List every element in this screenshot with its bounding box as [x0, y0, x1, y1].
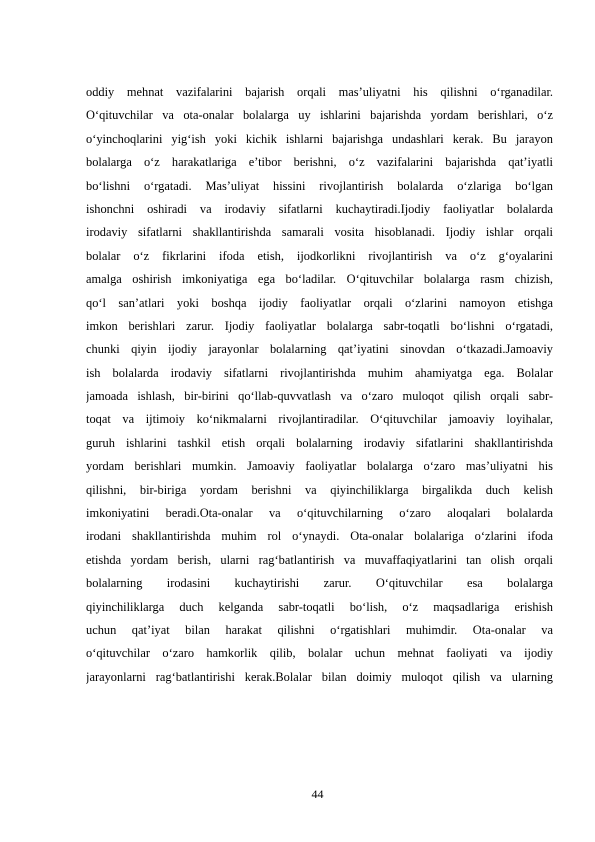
text-line: irodani shakllantirishda muhim rol o‘ynaydi. Ota-onalar bolalariga o‘zlarini ifoda [86, 529, 553, 544]
text-line: o‘yinchoqlarini yig‘ish yoki kichik ishlarni bajarishga undashlari kerak. Bu jarayon [86, 131, 553, 146]
text-line: bo‘lishni o‘rgatadi. Mas’uliyat hissini rivojlantirish bolalarda o‘zlariga bo‘lgan [86, 178, 553, 193]
text-line: bolalar o‘z fikrlarini ifoda etish, ijodkorlikni rivojlantirish va o‘z g‘oyalarini [86, 248, 553, 263]
text-line: chunki qiyin ijodiy jarayonlar bolalarning qat’iyatini sinovdan o‘tkazadi.Jamoaviy [86, 342, 553, 357]
body-paragraph [86, 81, 553, 689]
text-line: irodaviy sifatlarni shakllantirishda samarali vosita hisoblanadi. Ijodiy ishlar orqali [86, 225, 553, 240]
text-line: toqat va ijtimoiy ko‘nikmalarni rivojlantiradilar. O‘qituvchilar jamoaviy loyihalar, [86, 412, 553, 427]
text-line: ishonchni oshiradi va irodaviy sifatlarni kuchaytiradi.Ijodiy faoliyatlar bolalarda [86, 201, 553, 216]
text-line: bolalarning irodasini kuchaytirishi zarur. O‘qituvchilar esa bolalarga [86, 576, 553, 591]
text-line: O‘qituvchilar va ota-onalar bolalarga uy ishlarini bajarishda yordam berishlari, o‘z [86, 108, 553, 123]
text-line: qo‘l san’atlari yoki boshqa ijodiy faoliyatlar orqali o‘zlarini namoyon etishga [86, 295, 553, 310]
text-line: o‘qituvchilar o‘zaro hamkorlik qilib, bolalar uchun mehnat faoliyati va ijodiy [86, 646, 553, 661]
text-line: guruh ishlarini tashkil etish orqali bolalarning irodaviy sifatlarini shakllantirishda [86, 435, 553, 450]
text-line: jamoada ishlash, bir-birini qo‘llab-quvvatlash va o‘zaro muloqot qilish orqali sabr- [86, 389, 553, 404]
text-line: bolalarga o‘z harakatlariga e’tibor berishni, o‘z vazifalarini bajarishda qat’iyatli [86, 155, 553, 170]
text-line: ish bolalarda irodaviy sifatlarni rivojlantirishda muhim ahamiyatga ega. Bolalar [86, 365, 553, 380]
text-line: etishda yordam berish, ularni rag‘batlantirish va muvaffaqiyatlarini tan olish orqali [86, 552, 553, 567]
text-line: imkoniyatini beradi.Ota-onalar va o‘qituvchilarning o‘zaro aloqalari bolalarda [86, 506, 553, 521]
page-number: 44 [311, 787, 324, 801]
text-line: qiyinchiliklarga duch kelganda sabr-toqatli bo‘lish, o‘z maqsadlariga erishish [86, 599, 553, 614]
text-line: uchun qat’iyat bilan harakat qilishni o‘rgatishlari muhimdir. Ota-onalar va [86, 622, 553, 637]
text-line: yordam berishlari mumkin. Jamoaviy faoliyatlar bolalarga o‘zaro mas’uliyatni his [86, 459, 553, 474]
text-line: imkon berishlari zarur. Ijodiy faoliyatlar bolalarga sabr-toqatli bo‘lishni o‘rgatadi, [86, 318, 553, 333]
text-line: jarayonlarni rag‘batlantirishi kerak.Bolalar bilan doimiy muloqot qilish va ularning [86, 669, 553, 684]
text-line: qilishni, bir-biriga yordam berishni va qiyinchiliklarga birgalikda duch kelish [86, 482, 553, 497]
text-line: amalga oshirish imkoniyatiga ega bo‘ladilar. O‘qituvchilar bolalarga rasm chizish, [86, 272, 553, 287]
text-line: oddiy mehnat vazifalarini bajarish orqali mas’uliyatni his qilishni o‘rganadilar. [86, 85, 553, 99]
